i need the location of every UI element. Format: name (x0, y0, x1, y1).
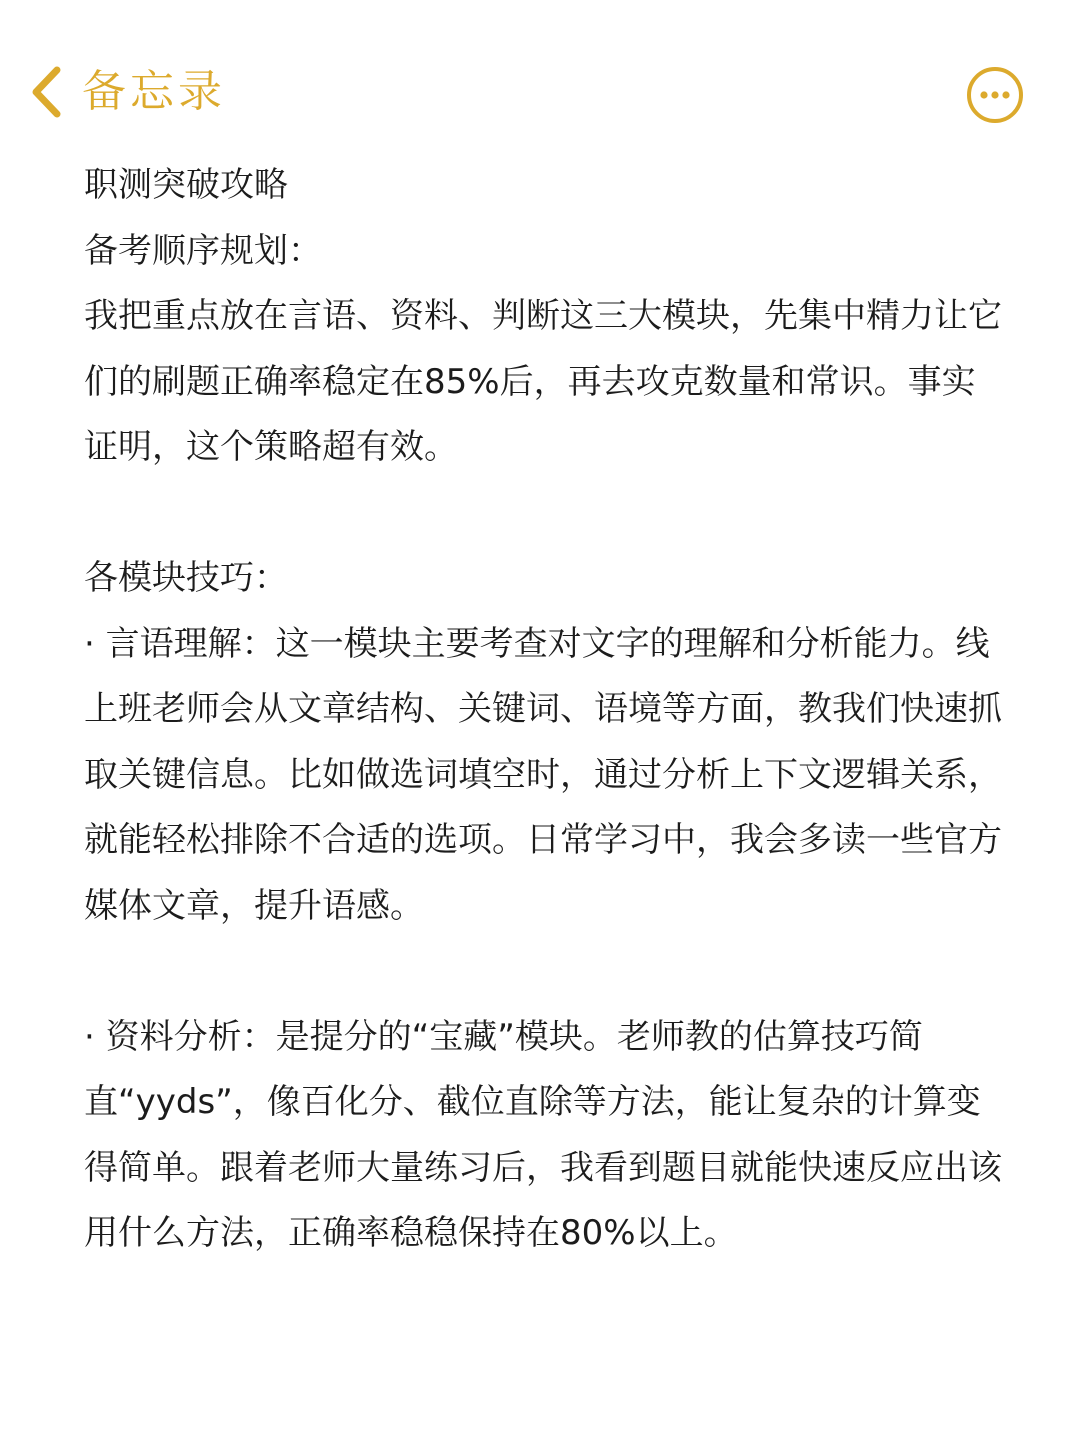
blank-line (84, 481, 1004, 547)
section-heading-study-order: 备考顺序规划： (84, 230, 322, 271)
section-body-study-order: 我把重点放在言语、资料、判断这三大模块，先集中精力让它们的刷题正确率稳定在85%后，再去攻克数量和常识。事实证明，这个策略超有效。 (84, 296, 1002, 467)
tip-data-analysis: · 资料分析：是提分的“宝藏”模块。老师教的估算技巧简直“yyds”，像百化分、截位直除等方法，能让复杂的计算变得简单。跟着老师大量练习后，我看到题目就能快速反应出该用什么方法，正确率稳稳保持在80%以上。 (84, 1016, 1002, 1253)
blank-line (84, 939, 1004, 1005)
chevron-left-icon (28, 64, 64, 120)
section-heading-module-tips: 各模块技巧： (84, 558, 288, 598)
note-title: 职测突破攻略 (84, 165, 288, 205)
back-label: 备忘录 (82, 66, 226, 117)
tip-verbal-comprehension: · 言语理解：这一模块主要考查对文字的理解和分析能力。线上班老师会从文章结构、关键词、语境等方面，教我们快速抓取关键信息。比如做选词填空时，通过分析上下文逻辑关系，就能轻松排除不合适的选项。日常学习中，我会多读一些官方媒体文章，提升语感。 (84, 623, 1002, 926)
ellipsis-circle-icon (966, 66, 1024, 124)
note-content[interactable] (84, 153, 1004, 1267)
back-button[interactable] (28, 60, 226, 124)
navigation-bar (0, 0, 1080, 150)
more-options-button[interactable] (966, 66, 1024, 124)
